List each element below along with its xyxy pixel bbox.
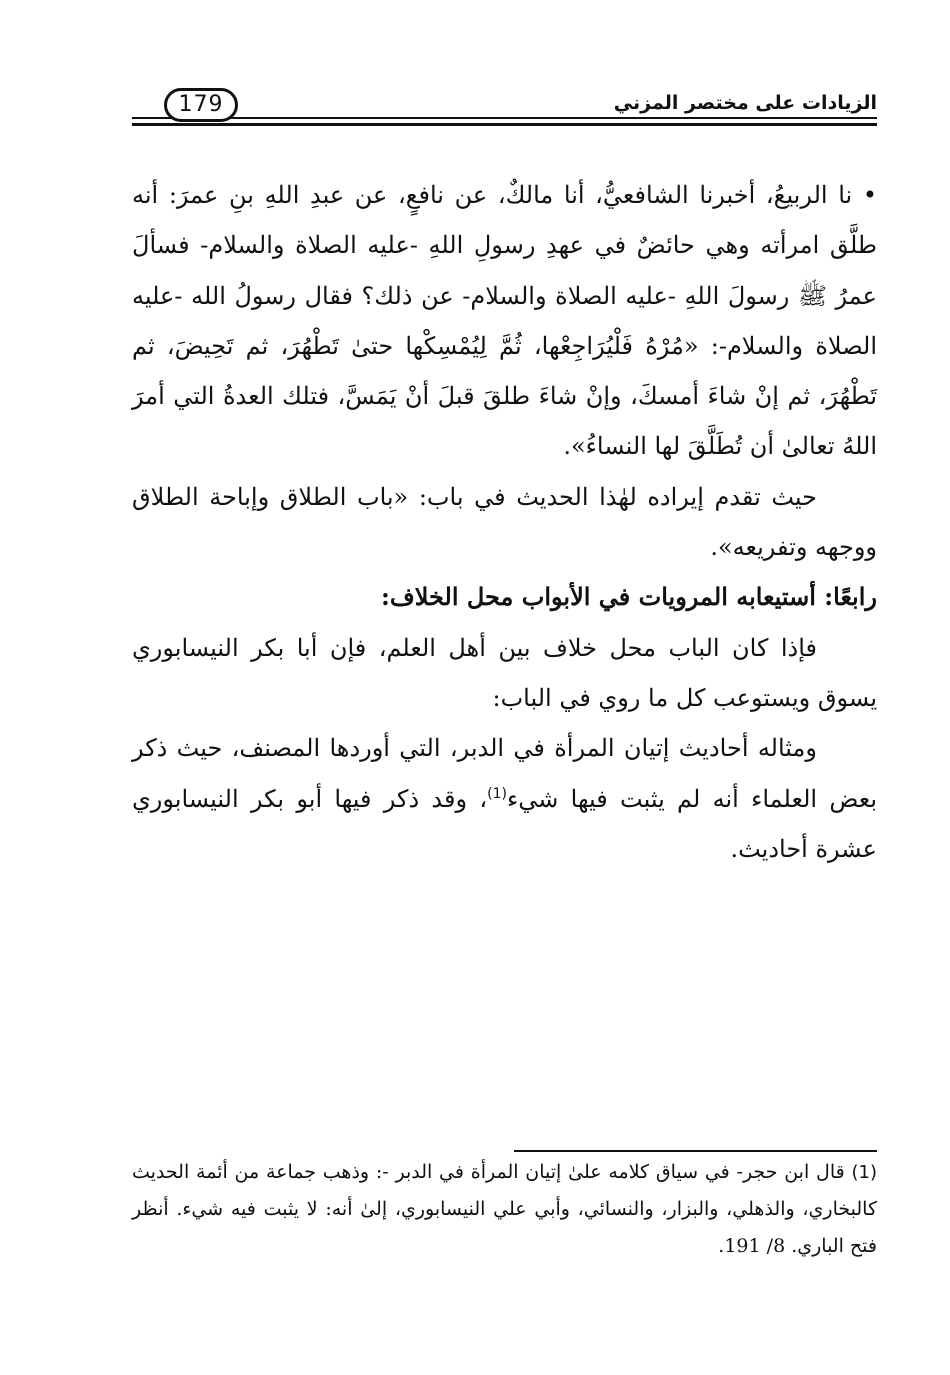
page-header [132, 88, 877, 138]
page-number-frame [164, 88, 238, 122]
footnote-number: (1) [851, 1162, 877, 1183]
page-number: 179 [178, 92, 224, 117]
footnote-text: قال ابن حجر- في سياق كلامه علىٰ إتيان المرأة في الدبر -: وذهب جماعة من أئمة الحديث كالبخاري، والذهلي، والبزار، والنسائي، وأبي علي النيسابوري، إلىٰ أنه: لا يثبت فيه شيء. أنظر فتح الباري. 8/ 191. [132, 1161, 877, 1257]
paragraph-hadith: • نا الربيعُ، أخبرنا الشافعيُّ، أنا مالكٌ، عن نافعٍ، عن عبدِ اللهِ بنِ عمرَ: أنه طلَّق امرأته وهي حائضٌ في عهدِ رسولِ اللهِ -عليه الصلاة والسلام- فسألَ عمرُ ﷺ رسولَ اللهِ -عليه الصلاة والسلام- عن ذلك؟ فقال رسولُ الله -عليه الصلاة والسلام-: «مُرْهُ فَلْيُرَاجِعْها، ثُمَّ لِيُمْسِكْها حتىٰ تَطْهُرَ، ثم تَحِيضَ، ثم تَطْهُرَ، ثم إنْ شاءَ أمسكَ، وإنْ شاءَ طلقَ قبلَ أنْ يَمَسَّ، فتلك العدةُ التي أمرَ اللهُ تعالىٰ أن تُطَلَّقَ لها النساءُ». [132, 181, 877, 461]
footnote-item [132, 1154, 877, 1265]
header-rule-thin [132, 117, 877, 119]
paragraph-example-text: ومثاله أحاديث إتيان المرأة في الدبر، التي أوردها المصنف، حيث ذكر بعض العلماء أنه لم يثبت فيها شيء [132, 734, 878, 813]
paragraph-chapter-reference: حيث تقدم إيراده لهٰذا الحديث في باب: «باب الطلاق وإباحة الطلاق ووجهه وتفريعه». [132, 482, 877, 562]
section-heading: رابعًا: أستيعابه المرويات في الأبواب محل الخلاف: [380, 582, 877, 612]
paragraph-disputed-chapters: فإذا كان الباب محل خلاف بين أهل العلم، فإن أبا بكر النيسابوري يسوق ويستوعب كل ما روي في الباب: [132, 633, 877, 712]
footnote-reference: (1) [487, 785, 507, 802]
paragraph-example-text-end: ، وقد ذكر فيها أبو بكر النيسابوري عشرة أحاديث. [132, 784, 877, 863]
footnote-separator [514, 1150, 877, 1152]
header-rule-thick [132, 123, 877, 126]
paragraph-example [132, 723, 877, 874]
main-text [132, 170, 877, 874]
running-title: الزيادات على مختصر المزني [613, 92, 877, 114]
footnotes [132, 1154, 877, 1265]
